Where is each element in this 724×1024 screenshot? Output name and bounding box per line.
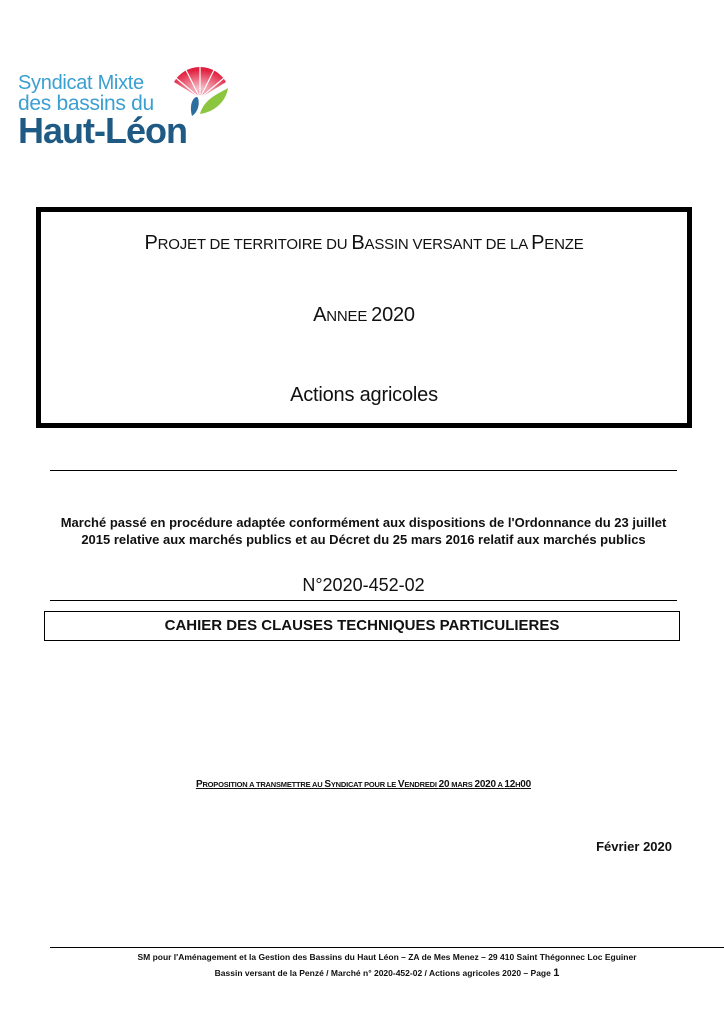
footer-divider: [50, 947, 724, 948]
divider-line: [50, 600, 677, 601]
footer-reference: Bassin versant de la Penzé / Marché n° 2020-452-02 / Actions agricoles 2020 – Page 1: [214, 967, 560, 979]
logo-line-bassins: des bassins du: [18, 92, 154, 115]
logo-line-haut-leon: Haut-Léon: [18, 110, 187, 151]
footer-address: SM pour l'Aménagement et la Gestion des Bassins du Haut Léon – ZA de Mes Menez – 29 410 Saint Thégonnec Loc Eguiner: [137, 952, 637, 962]
year-title: ANNEE 2020: [313, 304, 415, 326]
logo-line-syndicat: Syndicat Mixte: [18, 72, 144, 94]
cctp-title: CAHIER DES CLAUSES TECHNIQUES PARTICULIERES: [44, 611, 680, 641]
market-procedure-text: Marché passé en procédure adaptée conformément aux dispositions de l'Ordonnance du 23 juillet 2015 relative aux marchés publics et au Décret du 25 mars 2016 relatif aux marchés publics: [60, 515, 667, 547]
project-title: PROJET DE TERRITOIRE DU BASSIN VERSANT DE LA PENZE: [144, 232, 584, 254]
title-box: [36, 207, 692, 428]
document-date: Février 2020: [596, 839, 672, 854]
logo: [18, 58, 233, 153]
subject-title: Actions agricoles: [290, 384, 438, 406]
market-number: N°2020-452-02: [302, 575, 425, 595]
page-number: 1: [553, 967, 560, 979]
divider-line: [50, 470, 677, 471]
submission-deadline: PROPOSITION A TRANSMETTRE AU SYNDICAT POUR LE VENDREDI 20 MARS 2020 A 12H00: [195, 779, 532, 790]
